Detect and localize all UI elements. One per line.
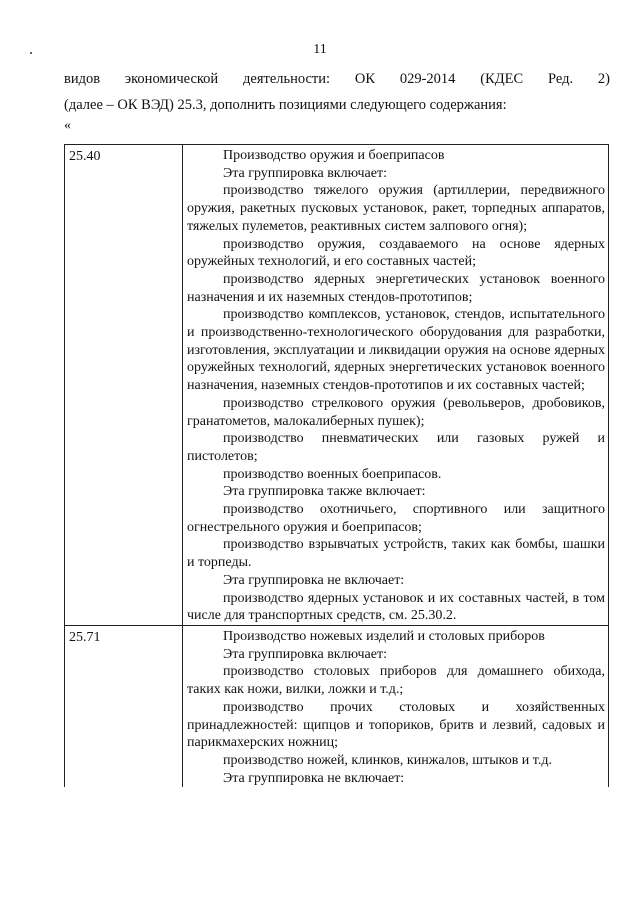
description-paragraph: производство прочих столовых и хозяйственных принадлежностей: щипцов и топориков, бритв и лезвий, садовых и парикмахерских ножниц; <box>187 699 605 751</box>
description-paragraph: производство ножей, клинков, кинжалов, штыков и т.д. <box>223 752 552 768</box>
description-cell <box>183 145 609 626</box>
description-cell <box>183 625 609 787</box>
description-paragraph: производство ядерных установок и их составных частей, в том числе для транспортных средств, см. 25.30.2. <box>187 590 605 624</box>
code-cell <box>65 145 183 626</box>
section-heading: Эта группировка включает: <box>223 165 387 181</box>
description-paragraph: производство военных боеприпасов. <box>223 466 442 482</box>
row-title: Производство оружия и боеприпасов <box>223 148 445 163</box>
opening-quote: « <box>64 118 71 133</box>
description-paragraph: производство взрывчатых устройств, таких как бомбы, шашки и торпеды. <box>187 537 605 571</box>
description-paragraph: производство столовых приборов для домашнего обихода, таких как ножи, вилки, ложки и т.д.; <box>187 664 605 698</box>
description-paragraph: производство стрелкового оружия (револьверов, дробовиков, гранатометов, малокалиберных пушек); <box>187 395 605 429</box>
table-row <box>65 625 609 787</box>
section-heading: Эта группировка также включает: <box>223 484 426 500</box>
description-paragraph: производство комплексов, установок, стендов, испытательного и производственно-технологического оборудования для разработки, изготовления, эксплуатации и ликвидации оружия на основе ядерных оружейных технологий, ядерных энергетических установок военного назначения, наземных стендов-прототипов и их составных частей; <box>187 307 605 394</box>
code-value: 25.71 <box>69 629 101 645</box>
section-heading: Эта группировка не включает: <box>223 770 405 786</box>
description-paragraph: производство ядерных энергетических установок военного назначения и их наземных стендов-прототипов; <box>187 271 605 305</box>
row-title: Производство ножевых изделий и столовых приборов <box>223 628 545 644</box>
intro-text <box>64 66 610 118</box>
description-paragraph: производство охотничьего, спортивного или защитного огнестрельного оружия и боеприпасов; <box>187 502 605 535</box>
description-paragraph: производство оружия, создаваемого на основе ядерных оружейных технологий, и его составных частей; <box>187 236 605 270</box>
description-paragraph: производство тяжелого оружия (артиллерии, передвижного оружия, ракетных пусковых установок, ракет, торпедных аппаратов, тяжелых пулеметов, реактивных систем залпового огня); <box>187 183 605 234</box>
description-paragraph: производство пневматических или газовых ружей и пистолетов; <box>187 431 605 464</box>
table-row <box>65 145 609 626</box>
classification-table <box>64 144 609 787</box>
page-number: 11 <box>313 42 327 57</box>
code-value: 25.40 <box>69 149 101 164</box>
code-cell <box>65 625 183 787</box>
intro-line-2: (далее – ОК ВЭД) 25.3, дополнить позициями следующего содержания: <box>64 97 507 113</box>
intro-line-1: видов экономической деятельности: ОК 029-2014 (КДЕС Ред. 2) <box>64 71 610 87</box>
section-heading: Эта группировка не включает: <box>223 572 405 588</box>
section-heading: Эта группировка включает: <box>223 646 387 662</box>
